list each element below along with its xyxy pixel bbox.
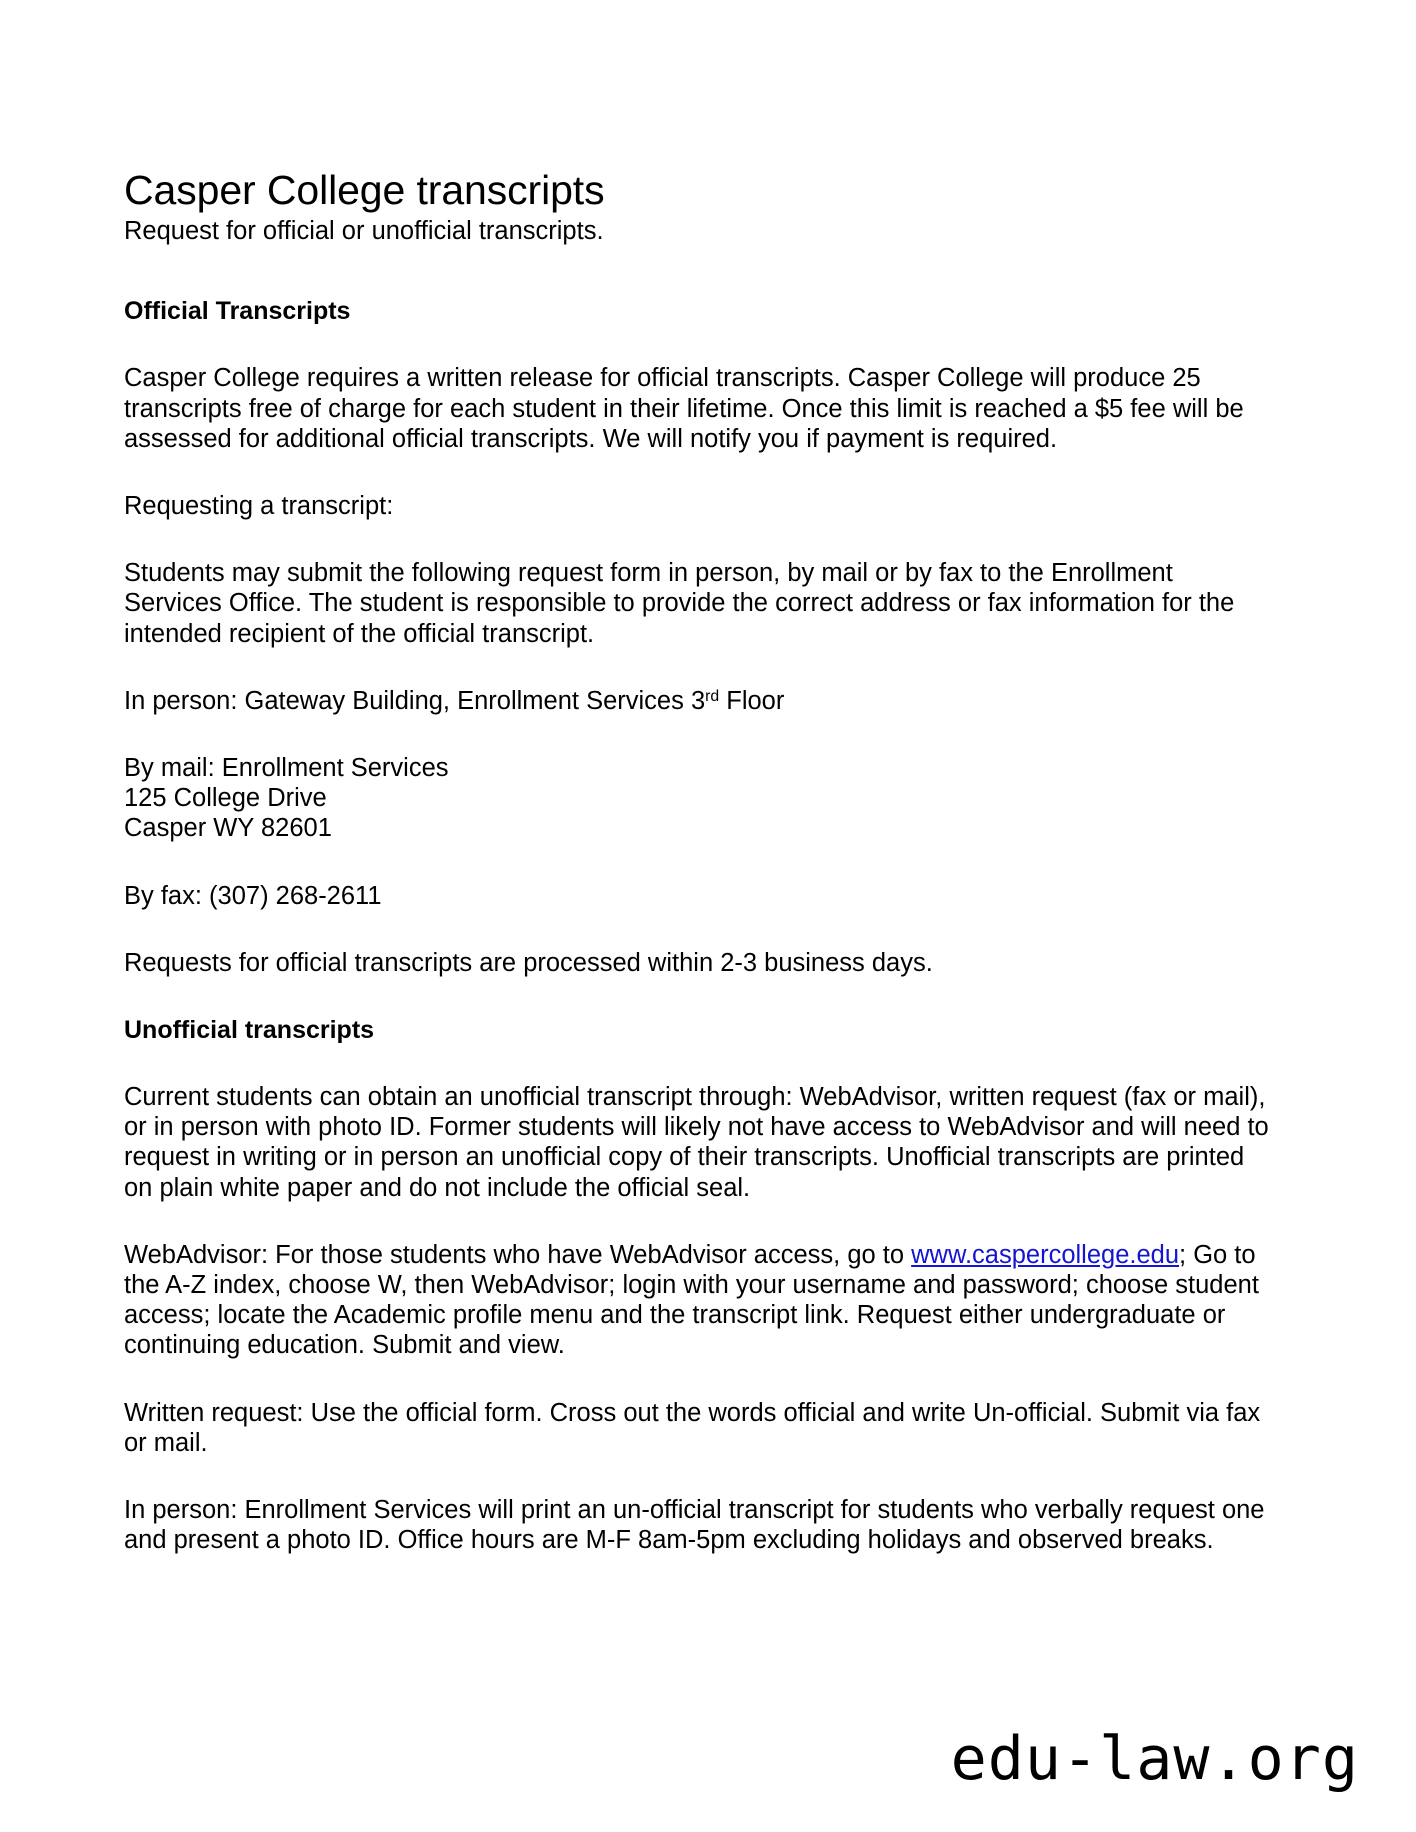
- in-person-unofficial-paragraph: In person: Enrollment Services will print an un-official transcript for students who verbally request one and present a photo ID. Office hours are M-F 8am-5pm excluding holidays and observed breaks.: [124, 1496, 1265, 1555]
- in-person-prefix-text: In person: Gateway Building, Enrollment Services 3: [124, 686, 706, 715]
- requesting-transcript-label: Requesting a transcript:: [124, 491, 394, 520]
- site-watermark: edu-law.org: [950, 1724, 1359, 1794]
- unofficial-intro-paragraph: Current students can obtain an unofficial transcript through: WebAdvisor, written request (fax or mail), or in person with photo ID. Former students will likely not have access to WebAdvisor and will need to request in writing or in person an unofficial copy of their transcripts. Unofficial transcripts are printed on plain white paper and do not include the official seal.: [124, 1082, 1269, 1202]
- spacer: [124, 1361, 1274, 1398]
- webadvisor-paragraph: [124, 1240, 1274, 1361]
- spacer: [124, 1203, 1274, 1240]
- spacer: [124, 521, 1274, 558]
- section-heading-official-transcripts: Official Transcripts: [124, 297, 351, 326]
- webadvisor-suffix-text: ; Go to the A-Z index, choose W, then WebAdvisor; login with your username and password; choose student access; locate the Academic profile menu and the transcript link. Request either undergraduate or continuing education. Submit and view.: [124, 1240, 1259, 1360]
- spacer: [124, 1458, 1274, 1495]
- in-person-suffix-text: Floor: [719, 686, 785, 715]
- document-body: [124, 168, 1274, 1555]
- mail-address-line-3: Casper WY 82601: [124, 814, 332, 843]
- mail-address-line-1: By mail: Enrollment Services: [124, 753, 449, 782]
- spacer: [124, 716, 1274, 753]
- spacer: [124, 978, 1274, 1015]
- page-subtitle: Request for official or unofficial transcripts.: [124, 217, 604, 246]
- spacer: [124, 649, 1274, 686]
- fax-line: By fax: (307) 268-2611: [124, 881, 382, 910]
- spacer: [124, 911, 1274, 948]
- spacer: [124, 326, 1274, 363]
- processing-time-line: Requests for official transcripts are processed within 2-3 business days.: [124, 948, 933, 977]
- submission-paragraph: Students may submit the following request form in person, by mail or by fax to the Enrollment Services Office. The student is responsible to provide the correct address or fax information for the intended recipient of the official transcript.: [124, 559, 1235, 648]
- caspercollege-website-link[interactable]: www.caspercollege.edu: [911, 1240, 1180, 1269]
- in-person-address-line: [124, 686, 1274, 716]
- section-heading-unofficial-transcripts: Unofficial transcripts: [124, 1015, 375, 1044]
- webadvisor-prefix-text: WebAdvisor: For those students who have WebAdvisor access, go to: [124, 1240, 912, 1269]
- page-title: Casper College transcripts: [124, 167, 605, 213]
- official-intro-paragraph: Casper College requires a written release for official transcripts. Casper College will produce 25 transcripts free of charge for each student in their lifetime. Once this limit is reached a $5 fee will be assessed for additional official transcripts. We will notify you if payment is required.: [124, 364, 1244, 453]
- written-request-paragraph: Written request: Use the official form. Cross out the words official and write Un-official. Submit via fax or mail.: [124, 1398, 1261, 1457]
- spacer: [124, 454, 1274, 491]
- spacer: [124, 246, 1274, 296]
- spacer: [124, 1045, 1274, 1082]
- spacer: [124, 844, 1274, 881]
- mail-address-line-2: 125 College Drive: [124, 784, 327, 813]
- ordinal-suffix: rd: [705, 687, 720, 705]
